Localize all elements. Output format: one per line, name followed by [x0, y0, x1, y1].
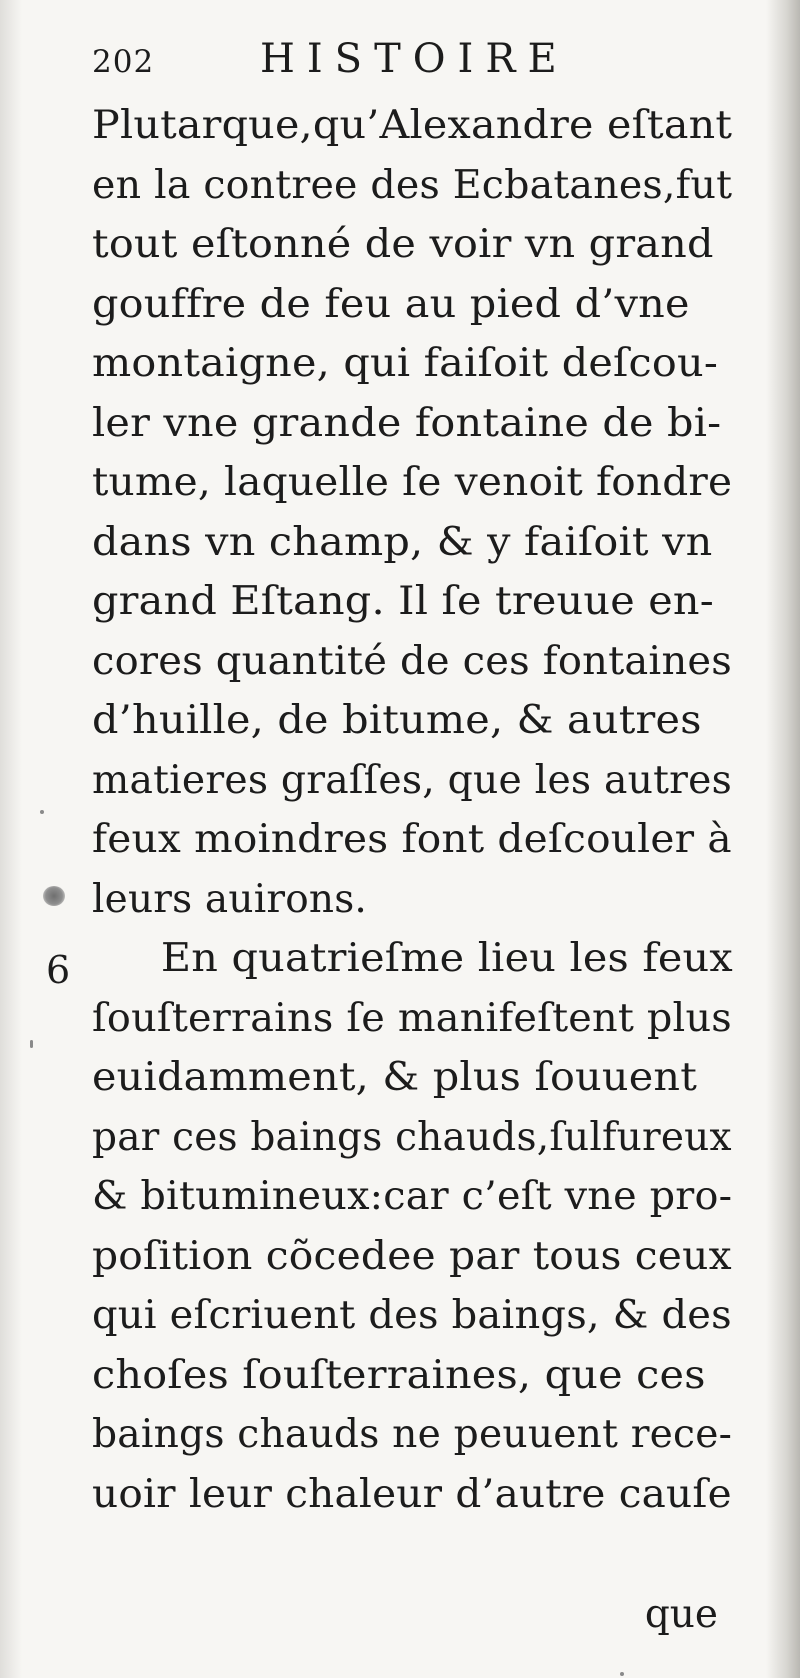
- text-line: & bitumineux:car c’eſt vne pro-: [92, 1174, 733, 1219]
- page-header: [92, 30, 712, 90]
- text-line: Plutarque,qu’Alexandre eſtant: [92, 103, 733, 148]
- text-line: par ces baings chauds,ſulfureux: [92, 1114, 732, 1160]
- text-line: baings chauds ne peuuent rece-: [92, 1412, 733, 1457]
- page-number: 202: [92, 44, 155, 80]
- paper-speck: [30, 1040, 33, 1048]
- text-line: montaigne, qui faiſoit deſcou-: [92, 341, 719, 386]
- text-line: euidamment, & plus ſouuent: [92, 1055, 698, 1100]
- text-line: feux moindres font deſcouler à: [92, 817, 732, 862]
- body-text: [92, 96, 732, 1524]
- text-line: uoir leur chaleur d’autre cauſe: [92, 1471, 732, 1517]
- section-number: 6: [46, 948, 71, 992]
- text-line: matieres graſſes, que les autres: [92, 757, 733, 803]
- running-head: HISTOIRE: [260, 36, 569, 82]
- page-gutter-shadow: [766, 0, 800, 1678]
- text-line: tout eſtonné de voir vn grand: [92, 222, 714, 267]
- text-line: ler vne grande fontaine de bi-: [92, 400, 722, 446]
- text-line: cores quantité de ces fontaines: [92, 638, 733, 684]
- paper-speck: [620, 1672, 624, 1676]
- text-line: d’huille, de bitume, & autres: [92, 698, 702, 743]
- ink-blot: [43, 886, 65, 906]
- text-line: poſition cõcedee par tous ceux: [92, 1233, 732, 1279]
- catchword: que: [644, 1592, 718, 1637]
- text-line: grand Eſtang. Il ſe treuue en-: [92, 579, 714, 624]
- text-line: en la contree des Ecbatanes,fut: [92, 162, 733, 208]
- text-line: dans vn champ, & y faiſoit vn: [92, 519, 713, 565]
- paper-speck: [40, 810, 44, 814]
- page-edge-shadow: [0, 0, 22, 1678]
- text-line: leurs auirons.: [92, 876, 368, 922]
- text-line: tume, laquelle ſe venoit fondre: [92, 460, 733, 505]
- text-line: choſes ſouſterraines, que ces: [92, 1352, 706, 1398]
- paragraph-first-line: En quatrieſme lieu les feux: [160, 936, 733, 981]
- text-line: ſouſterrains ſe manifeſtent plus: [92, 995, 732, 1041]
- text-line: qui eſcriuent des baings, & des: [92, 1293, 732, 1338]
- text-line: gouffre de feu au pied d’vne: [92, 281, 690, 327]
